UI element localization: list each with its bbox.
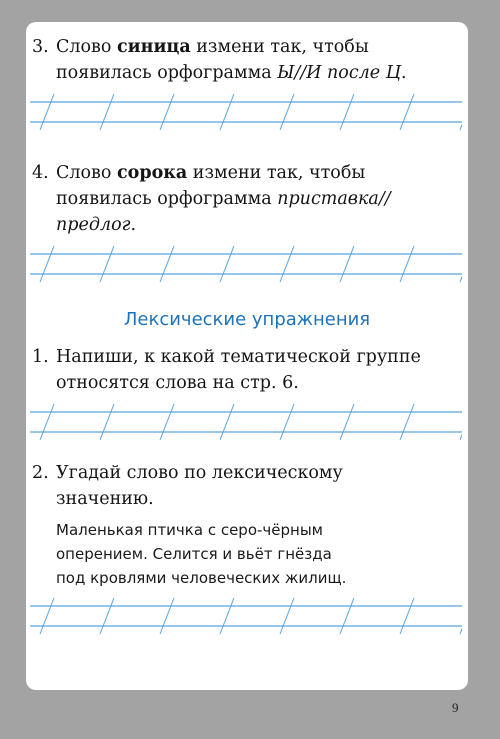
- task-4-line-3: предлог.: [56, 215, 137, 235]
- orthogram-name: предлог: [56, 215, 131, 235]
- slant-rule: [40, 246, 54, 282]
- slant-rule: [280, 246, 294, 282]
- slant-rule: [220, 404, 234, 440]
- slant-rule: [40, 404, 54, 440]
- page-number: 9: [452, 700, 459, 715]
- slant-rule: [220, 598, 234, 634]
- slant-rule: [220, 94, 234, 130]
- slant-rule: [400, 246, 414, 282]
- writing-lines[interactable]: [30, 92, 462, 132]
- task-3-line-2: появилась орфограмма Ы//И после Ц.: [56, 63, 407, 83]
- ruled-lines-graphic: [30, 596, 462, 636]
- slant-rule: [400, 404, 414, 440]
- slant-rule: [100, 598, 114, 634]
- slant-rule: [280, 404, 294, 440]
- slant-rule: [100, 94, 114, 130]
- slant-rule: [100, 404, 114, 440]
- slant-rule: [280, 598, 294, 634]
- task-number: 1.: [32, 347, 49, 367]
- orthogram-name: приставка//: [277, 189, 391, 209]
- slant-rule: [160, 94, 174, 130]
- slant-rule: [340, 246, 354, 282]
- lexical-task-1-line-1: 1. Напиши, к какой тематической группе: [32, 344, 452, 370]
- lexical-task-1: [32, 344, 452, 396]
- section-title: Лексические упражнения: [123, 309, 371, 330]
- lexical-task-2-line-1: 2. Угадай слово по лексическому: [32, 460, 452, 486]
- ruled-lines-graphic: [30, 402, 462, 442]
- slant-rule: [160, 598, 174, 634]
- slant-rule: [340, 94, 354, 130]
- slant-rule: [340, 404, 354, 440]
- slant-rule: [280, 94, 294, 130]
- task-number: 3.: [32, 37, 49, 57]
- lexical-task-1-line-2: относятся слова на стр. 6.: [56, 373, 299, 393]
- slant-rule: [160, 246, 174, 282]
- orthogram-name: Ы//И после Ц: [277, 63, 401, 83]
- key-word: синица: [117, 37, 191, 57]
- task-4: [32, 160, 452, 238]
- slant-rule: [100, 246, 114, 282]
- lexical-task-2-line-2: значению.: [56, 489, 154, 509]
- slant-rule: [460, 94, 462, 130]
- slant-rule: [460, 404, 462, 440]
- slant-rule: [340, 598, 354, 634]
- writing-lines[interactable]: [30, 244, 462, 284]
- key-word: сорока: [117, 163, 188, 183]
- slant-rule: [400, 94, 414, 130]
- writing-lines[interactable]: [30, 596, 462, 636]
- riddle-description: Маленькая птичка с серо-чёрным оперением. Селится и вьёт гнёзда под кровлями человеческих жилищ.: [56, 521, 347, 587]
- ruled-lines-graphic: [30, 92, 462, 132]
- slant-rule: [160, 404, 174, 440]
- task-number: 4.: [32, 163, 49, 183]
- lexical-task-2: [32, 460, 452, 590]
- slant-rule: [400, 598, 414, 634]
- task-number: 2.: [32, 463, 49, 483]
- slant-rule: [220, 246, 234, 282]
- slant-rule: [40, 598, 54, 634]
- slant-rule: [40, 94, 54, 130]
- task-4-line-1: 4. Слово сорока измени так, чтобы: [32, 160, 452, 186]
- writing-lines[interactable]: [30, 402, 462, 442]
- task-4-line-2: появилась орфограмма приставка//: [56, 189, 391, 209]
- task-3-line-1: 3. Слово синица измени так, чтобы: [32, 34, 452, 60]
- task-3: [32, 34, 452, 86]
- ruled-lines-graphic: [30, 244, 462, 284]
- slant-rule: [460, 598, 462, 634]
- slant-rule: [460, 246, 462, 282]
